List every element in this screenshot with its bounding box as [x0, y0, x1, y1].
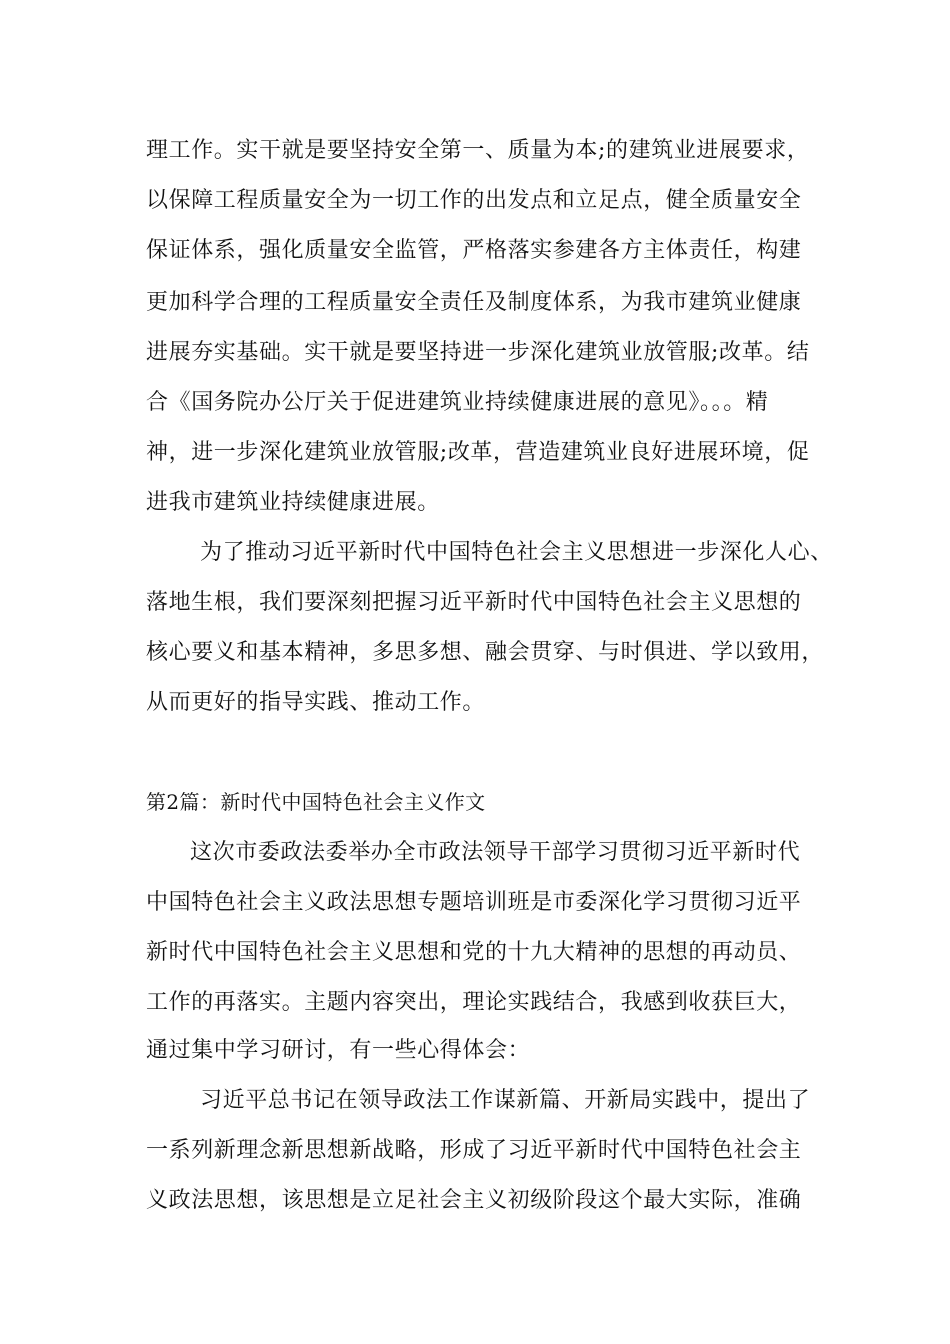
text-line: 这次市委政法委举办全市政法领导干部学习贯彻习近平新时代 [190, 840, 801, 865]
text-line: 为了推动习近平新时代中国特色社会主义思想进一步深化人心、 [200, 540, 833, 565]
text-line: 新时代中国特色社会主义思想和党的十九大精神的思想的再动员、 [146, 940, 802, 965]
section-heading: 第2篇：新时代中国特色社会主义作文 [146, 790, 486, 814]
text-line: 进我市建筑业持续健康进展。 [146, 490, 440, 515]
text-line: 更加科学合理的工程质量安全责任及制度体系，为我市建筑业健康 [146, 290, 802, 315]
text-line: 以保障工程质量安全为一切工作的出发点和立足点，健全质量安全 [146, 188, 802, 213]
text-line: 通过集中学习研讨，有一些心得体会： [146, 1038, 531, 1063]
text-line: 落地生根，我们要深刻把握习近平新时代中国特色社会主义思想的 [146, 590, 802, 615]
text-line: 理工作。实干就是要坚持安全第一、质量为本;的建筑业进展要求， [146, 138, 810, 163]
text-line: 义政法思想，该思想是立足社会主义初级阶段这个最大实际，准确 [146, 1188, 802, 1213]
text-line: 从而更好的指导实践、推动工作。 [146, 690, 486, 715]
text-line: 合《国务院办公厅关于促进建筑业持续健康进展的意见》。。。精 [146, 390, 769, 415]
text-line: 中国特色社会主义政法思想专题培训班是市委深化学习贯彻习近平 [146, 890, 802, 915]
text-line: 神，进一步深化建筑业放管服;改革，营造建筑业良好进展环境，促 [146, 440, 810, 465]
text-line: 核心要义和基本精神，多思多想、融会贯穿、与时俱进、学以致用， [146, 640, 825, 665]
text-line: 保证体系，强化质量安全监管，严格落实参建各方主体责任，构建 [146, 238, 802, 263]
text-line: 进展夯实基础。实干就是要坚持进一步深化建筑业放管服;改革。结 [146, 340, 810, 365]
text-line: 习近平总书记在领导政法工作谋新篇、开新局实践中，提出了 [200, 1088, 811, 1113]
text-line: 一系列新理念新思想新战略，形成了习近平新时代中国特色社会主 [146, 1138, 802, 1163]
text-line: 工作的再落实。主题内容突出，理论实践结合，我感到收获巨大， [146, 990, 802, 1015]
